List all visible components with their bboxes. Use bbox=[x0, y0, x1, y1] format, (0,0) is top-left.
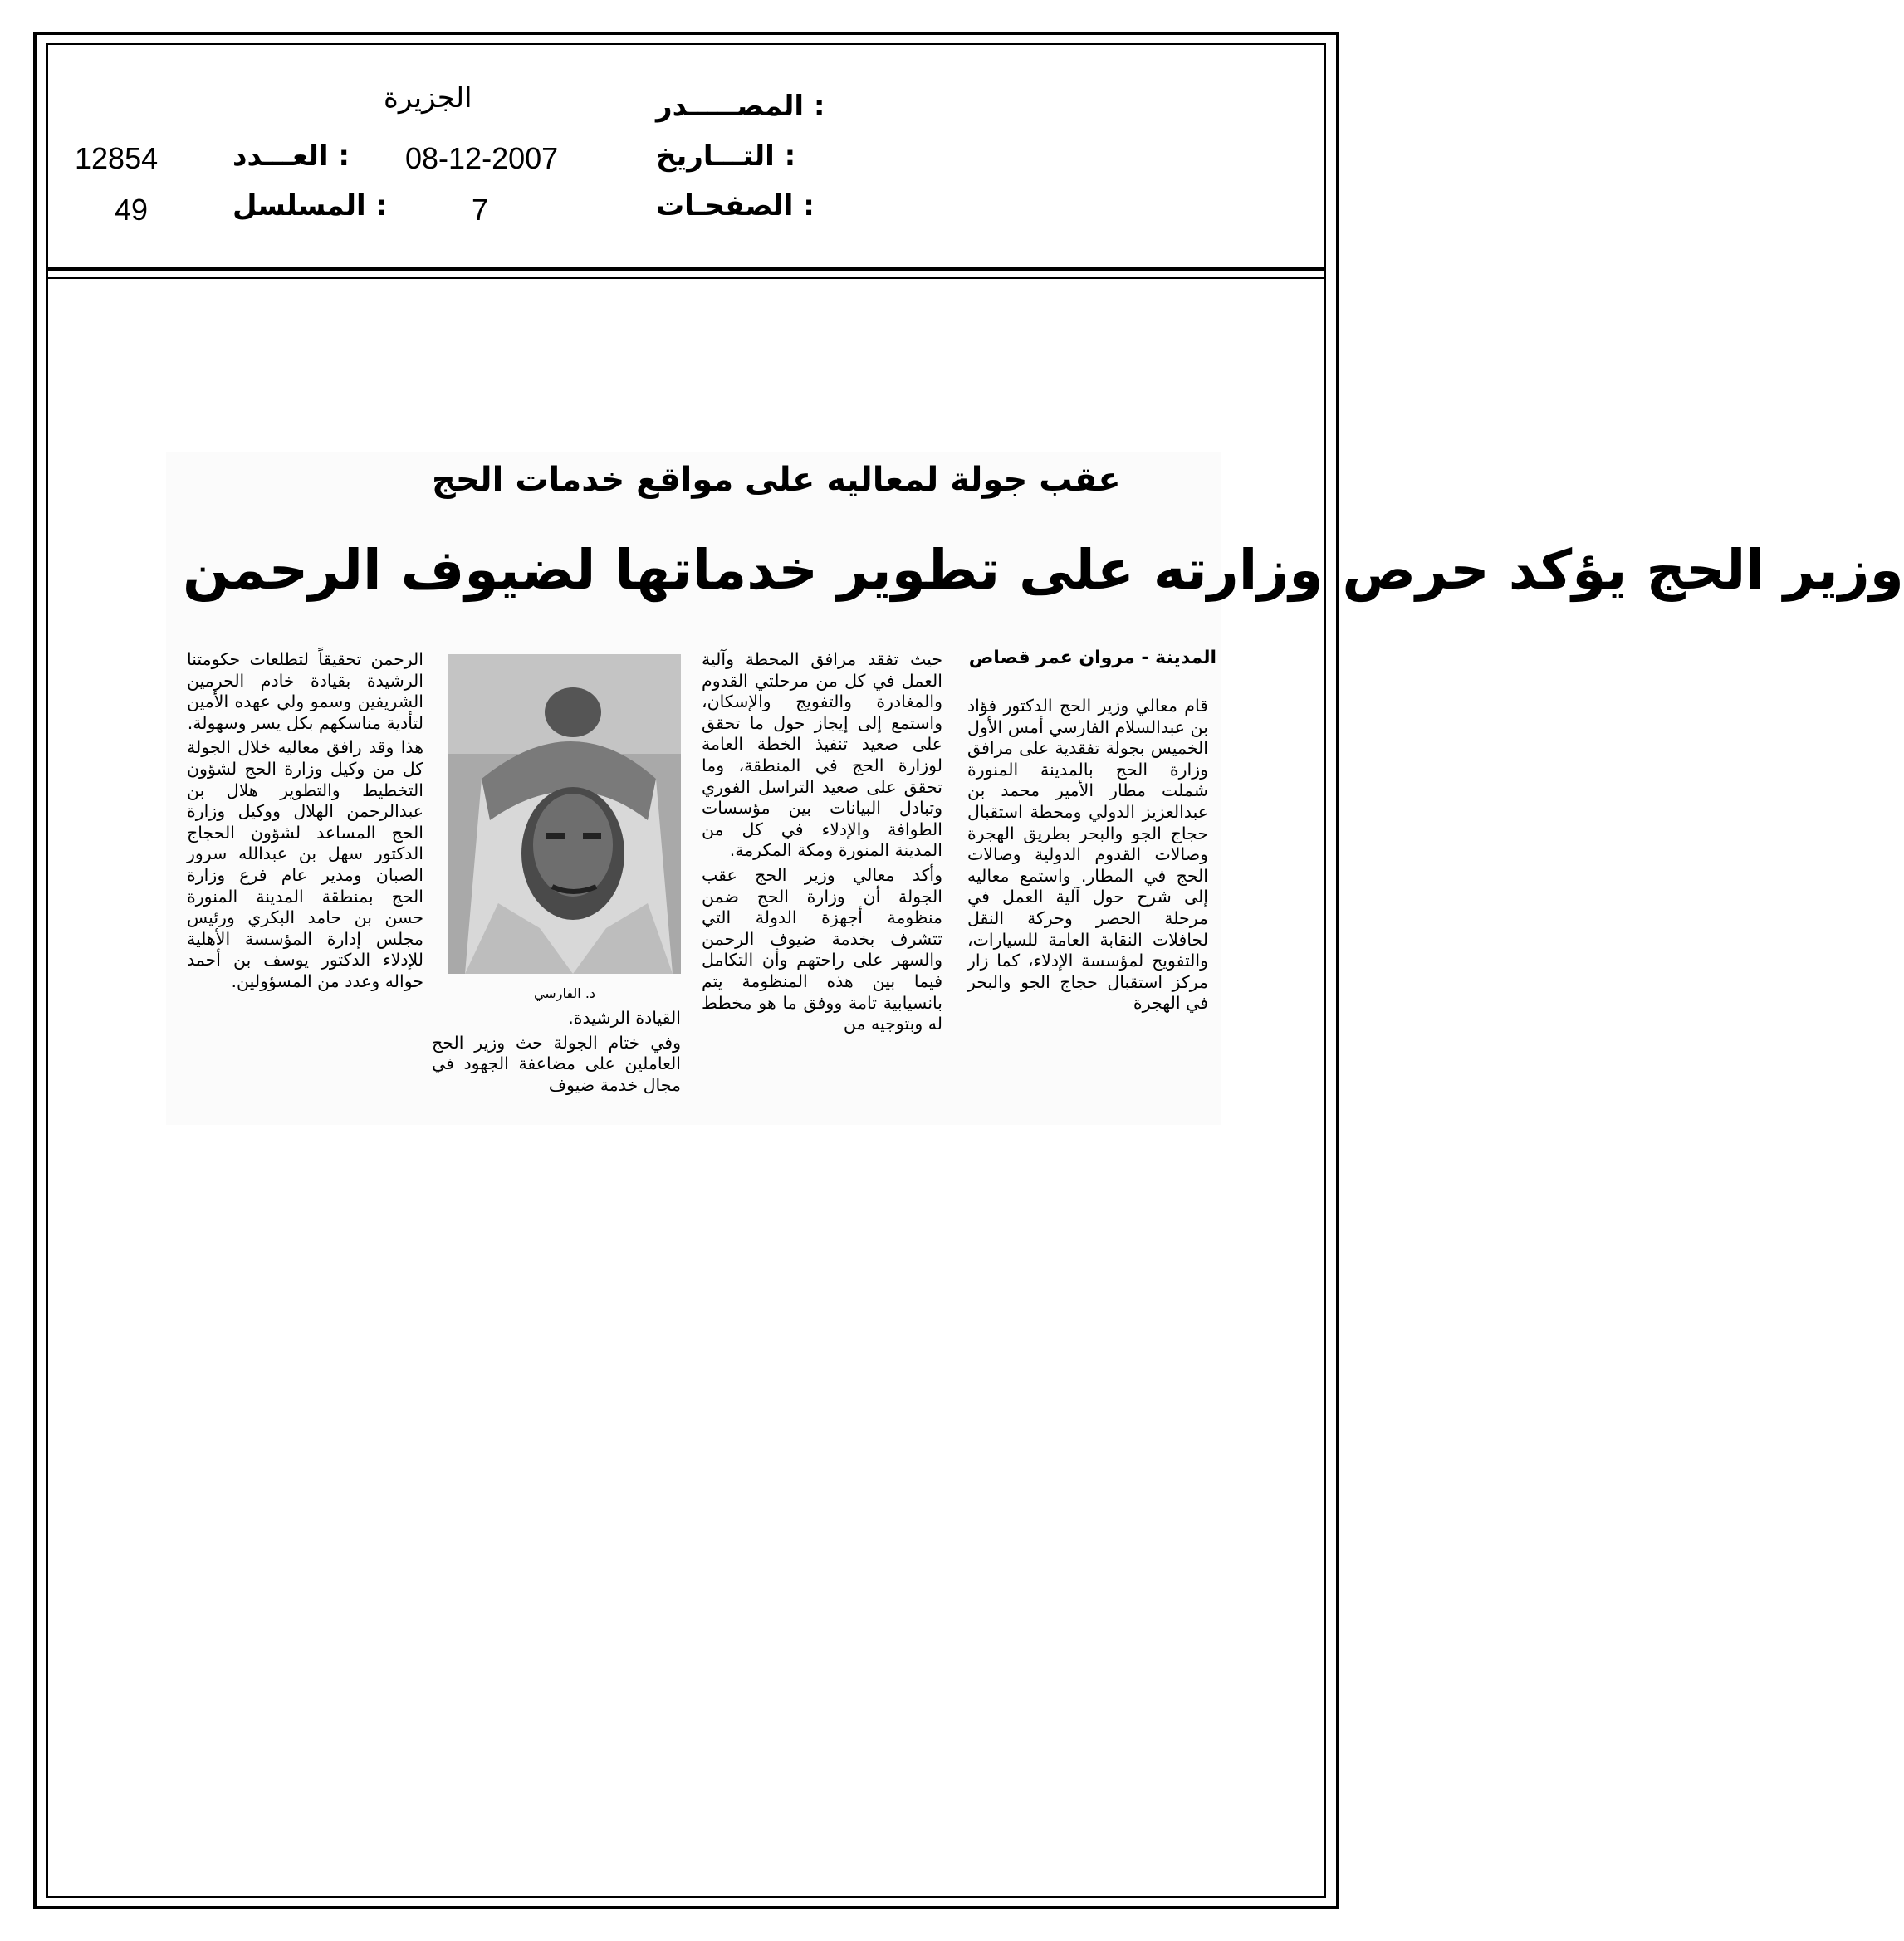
photo-caption: د. الفارسي bbox=[533, 985, 596, 1001]
portrait-image-icon bbox=[448, 654, 681, 974]
paragraph: حيث تفقد مرافق المحطة وآلية العمل في كل من مرحلتي القدوم والمغادرة والتفويج والإسكان، واستمع إلى إيجاز حول ما تحقق على صعيد تنفيذ الخطة العامة لوزارة الحج في المنطقة، وما تحقق على صعيد التراسل الفوري وتبادل البيانات بين مؤسسات الطوافة والإدلاء في كل من المدينة المنورة ومكة المكرمة. bbox=[702, 649, 942, 861]
paragraph: هذا وقد رافق معاليه خلال الجولة كل من وكيل وزارة الحج لشؤون التخطيط والتطوير هلال بن عبدالرحمن الهلال ووكيل وزارة الحج المساعد لشؤون الحجاج الدكتور سهل بن عبدالله سرور الصبان ومدير عام فرع وزارة الحج بمنطقة المدينة المنورة حسن بن حامد البكري ورئيس مجلس إدارة المؤسسة الأهلية للإدلاء الدكتور يوسف بن أحمد حواله وعدد من المسؤولين. bbox=[187, 737, 423, 991]
issue-value: 12854 bbox=[75, 141, 159, 175]
article-headline: وزير الحج يؤكد حرص وزارته على تطوير خدماتها لضيوف الرحمن bbox=[183, 538, 1904, 602]
paragraph: الرحمن تحقيقاً لتطلعات حكومتنا الرشيدة بقيادة خادم الحرمين الشريفين وسمو ولي عهده الأمين لتأدية مناسكهم بكل يسر وسهولة. bbox=[187, 649, 423, 733]
serial-value: 49 bbox=[115, 193, 149, 227]
issue-label: العـــدد : bbox=[232, 139, 350, 173]
article-column-4 bbox=[187, 649, 423, 996]
article-kicker: عقب جولة لمعاليه على مواقع خدمات الحج bbox=[432, 461, 1121, 499]
header-divider-thin bbox=[46, 277, 1326, 279]
header-divider bbox=[46, 267, 1326, 271]
source-label: المصـــــدر : bbox=[656, 90, 825, 123]
date-label: التـــاريخ : bbox=[656, 139, 796, 173]
portrait-photo bbox=[448, 654, 681, 974]
date-value: 08-12-2007 bbox=[405, 141, 559, 175]
article-byline: المدينة - مروان عمر قصاص bbox=[968, 648, 1216, 668]
paragraph: وفي ختام الجولة حث وزير الحج العاملين على مضاعفة الجهود في مجال خدمة ضيوف bbox=[432, 1032, 681, 1095]
paragraph: قام معالي وزير الحج الدكتور فؤاد بن عبدالسلام الفارسي أمس الأول الخميس بجولة تفقدية على مرافق وزارة الحج بالمدينة المنورة شملت مطار الأمير محمد بن عبدالعزيز الدولي ومحطة استقبال حجاج الجو والبحر بطريق الهجرة وصالات القدوم الدولية وصالات الحج في المطار. واستمع معاليه إلى شرح حول آلية العمل في مرحلة الحصر وحركة النقل لحافلات النقابة العامة للسيارات، والتفويج لمؤسسة الإدلاء، كما زار مركز استقبال حجاج الجو والبحر في الهجرة bbox=[967, 696, 1208, 1014]
paragraph: وأكد معالي وزير الحج عقب الجولة أن وزارة الحج ضمن منظومة أجهزة الدولة التي تتشرف بخدمة ضيوف الرحمن والسهر على راحتهم وأن التكامل فيما بين هذه المنظومة يتم بانسيابية تامة ووفق ما هو مخطط له وبتوجيه من bbox=[702, 864, 942, 1034]
article-column-3 bbox=[432, 1008, 681, 1099]
source-value: الجزيرة bbox=[384, 82, 472, 114]
serial-label: المسلسل : bbox=[232, 189, 388, 222]
article-column-1 bbox=[967, 696, 1208, 1018]
paragraph: القيادة الرشيدة. bbox=[568, 1008, 681, 1028]
pages-label: الصفحـات : bbox=[656, 189, 815, 222]
pages-value: 7 bbox=[472, 193, 489, 227]
article-column-2 bbox=[702, 649, 942, 1039]
